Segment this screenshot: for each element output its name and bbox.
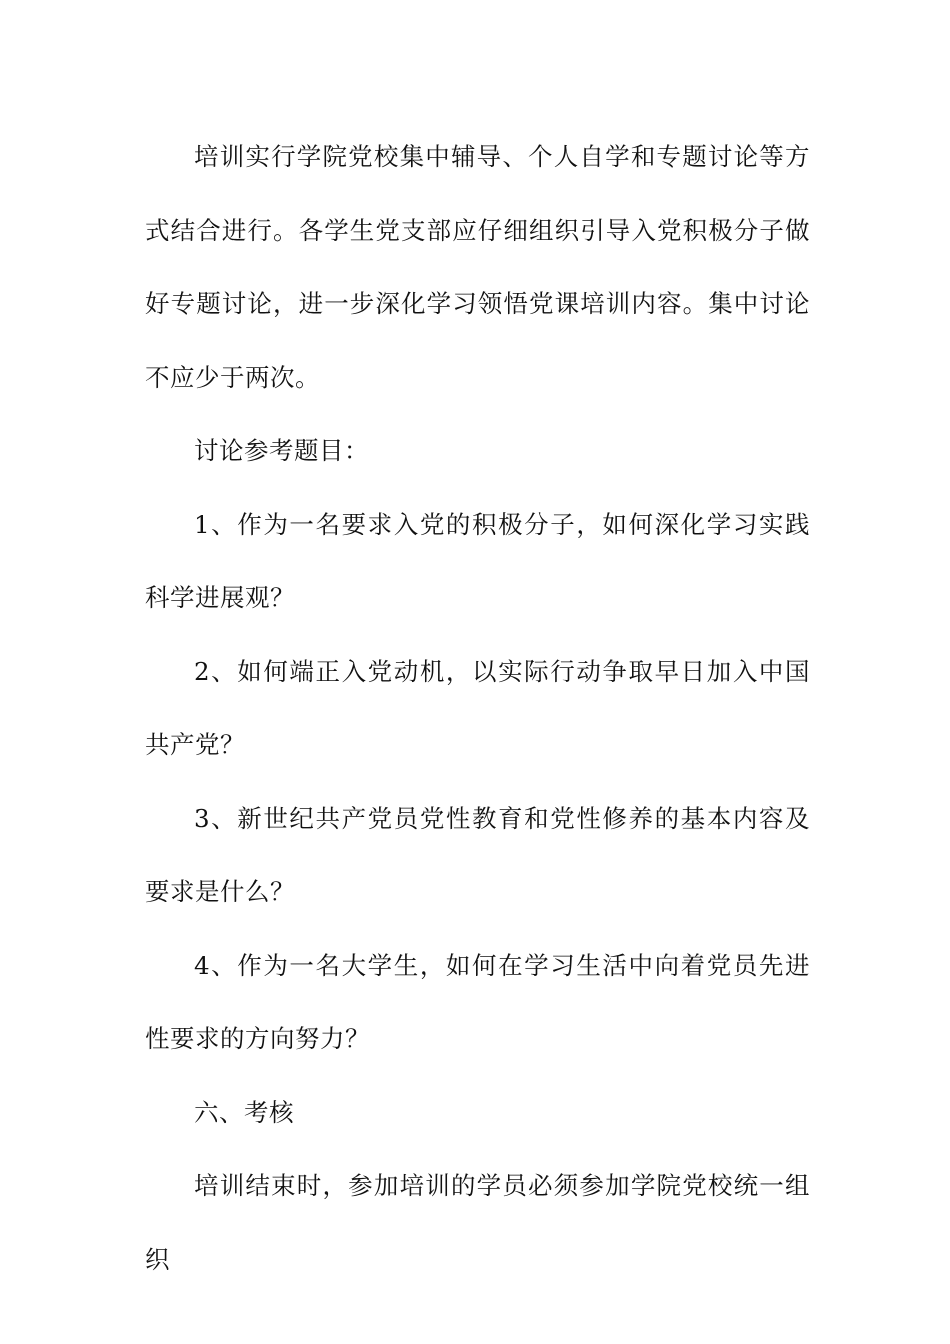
section-heading-assessment <box>145 1076 810 1150</box>
paragraph-text: 培训结束时，参加培训的学员必须参加学院党校统一组织 <box>145 1171 810 1274</box>
paragraph-text: 4、作为一名大学生，如何在学习生活中向着党员先进性要求的方向努力？ <box>145 950 810 1053</box>
paragraph-question-4 <box>145 929 810 1076</box>
paragraph-text: 2、如何端正入党动机，以实际行动争取早日加入中国共产党？ <box>145 656 810 759</box>
paragraph-assessment <box>145 1149 810 1296</box>
paragraph-question-3 <box>145 782 810 929</box>
document-body <box>145 120 810 1296</box>
paragraph-text: 3、新世纪共产党员党性教育和党性修养的基本内容及要求是什么？ <box>145 803 810 906</box>
paragraph-text: 培训实行学院党校集中辅导、个人自学和专题讨论等方式结合进行。各学生党支部应仔细组织引导入党积极分子做好专题讨论，进一步深化学习领悟党课培训内容。集中讨论不应少于两次。 <box>145 142 810 392</box>
paragraph-discussion-heading <box>145 414 810 488</box>
paragraph-text: 六、考核 <box>194 1097 294 1127</box>
paragraph-text: 1、作为一名要求入党的积极分子，如何深化学习实践科学进展观？ <box>145 509 810 612</box>
paragraph-training-method <box>145 120 810 414</box>
paragraph-question-1 <box>145 488 810 635</box>
paragraph-text: 讨论参考题目： <box>194 436 369 465</box>
paragraph-question-2 <box>145 635 810 782</box>
